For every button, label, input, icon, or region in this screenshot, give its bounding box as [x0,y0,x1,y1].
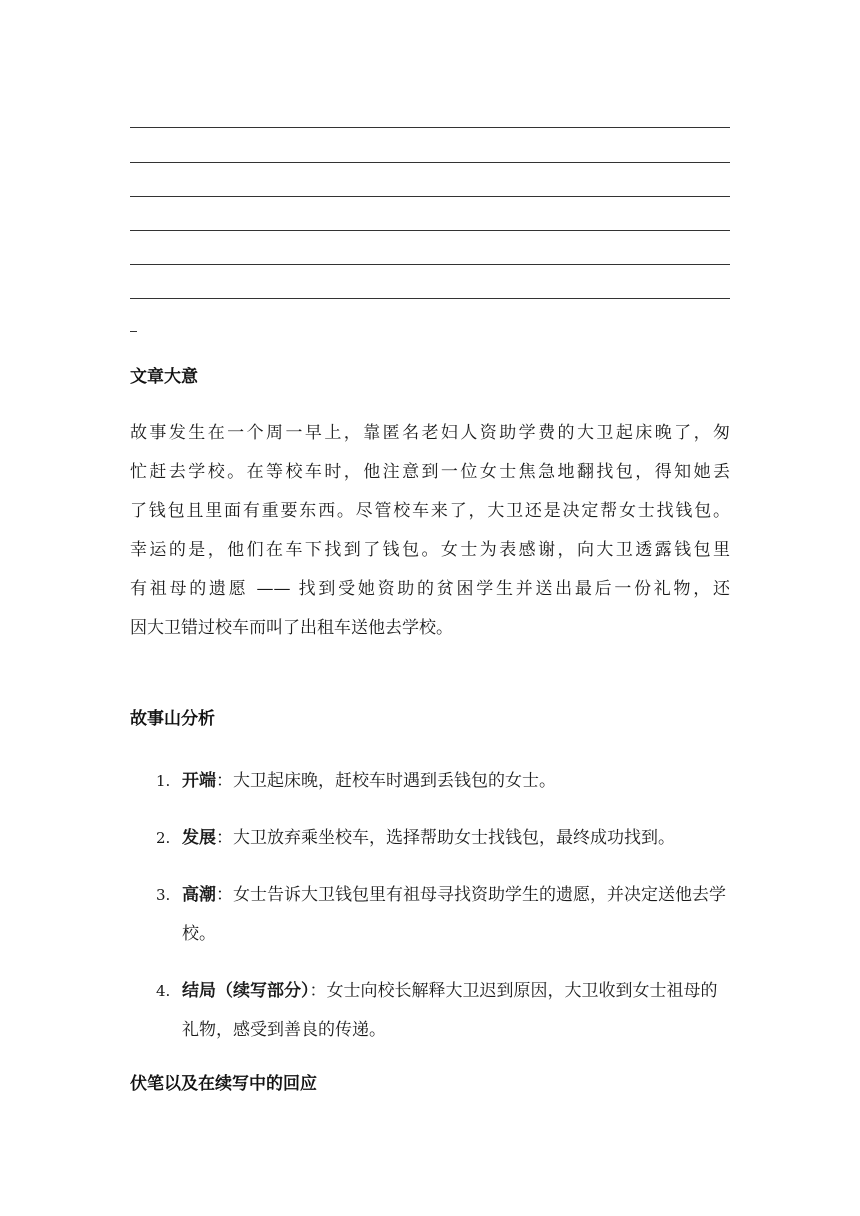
summary-heading: 文章大意 [130,367,198,387]
summary-line: 有祖母的遗愿 —— 找到受她资助的贫困学生并送出最后一份礼物，还 [130,579,730,599]
stage-separator: ： [216,828,233,848]
summary-line: 幸运的是，他们在车下找到了钱包。女士为表感谢，向大卫透露钱包里 [130,540,730,560]
list-item [130,876,730,954]
writing-line [130,127,730,128]
summary-paragraph [130,414,730,648]
writing-line [130,162,730,163]
list-item [130,762,730,801]
stage-text: 女士向校长解释大卫迟到原因，大卫收到女士祖母的礼物，感受到善良的传递。 [182,981,718,1040]
stage-term: 发展 [182,828,216,848]
stage-separator: ： [216,771,233,791]
writing-line-stub [130,331,137,332]
stage-text: 大卫起床晚，赶校车时遇到丢钱包的女士。 [233,771,556,791]
writing-line [130,196,730,197]
stage-separator: ： [216,885,233,905]
summary-line: 故事发生在一个周一早上，靠匿名老妇人资助学费的大卫起床晚了，匆 [130,423,730,443]
analysis-heading: 故事山分析 [130,709,215,729]
list-number: 2. [156,829,171,847]
list-item [130,819,730,858]
stage-text: 大卫放弃乘坐校车，选择帮助女士找钱包，最终成功找到。 [233,828,675,848]
summary-line: 因大卫错过校车而叫了出租车送他去学校。 [130,618,453,638]
list-number: 3. [156,886,171,904]
foreshadow-heading: 伏笔以及在续写中的回应 [130,1074,317,1094]
list-number: 4. [156,982,171,1000]
summary-line: 忙赶去学校。在等校车时，他注意到一位女士焦急地翻找包，得知她丢 [130,462,730,482]
list-number: 1. [156,772,171,790]
analysis-list [130,762,730,1068]
writing-line [130,230,730,231]
stage-term: 开端 [182,771,216,791]
stage-separator: ： [309,981,327,1001]
stage-term: 高潮 [182,885,216,905]
writing-line [130,298,730,299]
writing-line [130,264,730,265]
summary-line: 了钱包且里面有重要东西。尽管校车来了，大卫还是决定帮女士找钱包。 [130,501,730,521]
stage-text: 女士告诉大卫钱包里有祖母寻找资助学生的遗愿，并决定送他去学校。 [182,885,726,944]
stage-term: 结局（续写部分） [182,981,310,1001]
list-item [130,972,730,1050]
